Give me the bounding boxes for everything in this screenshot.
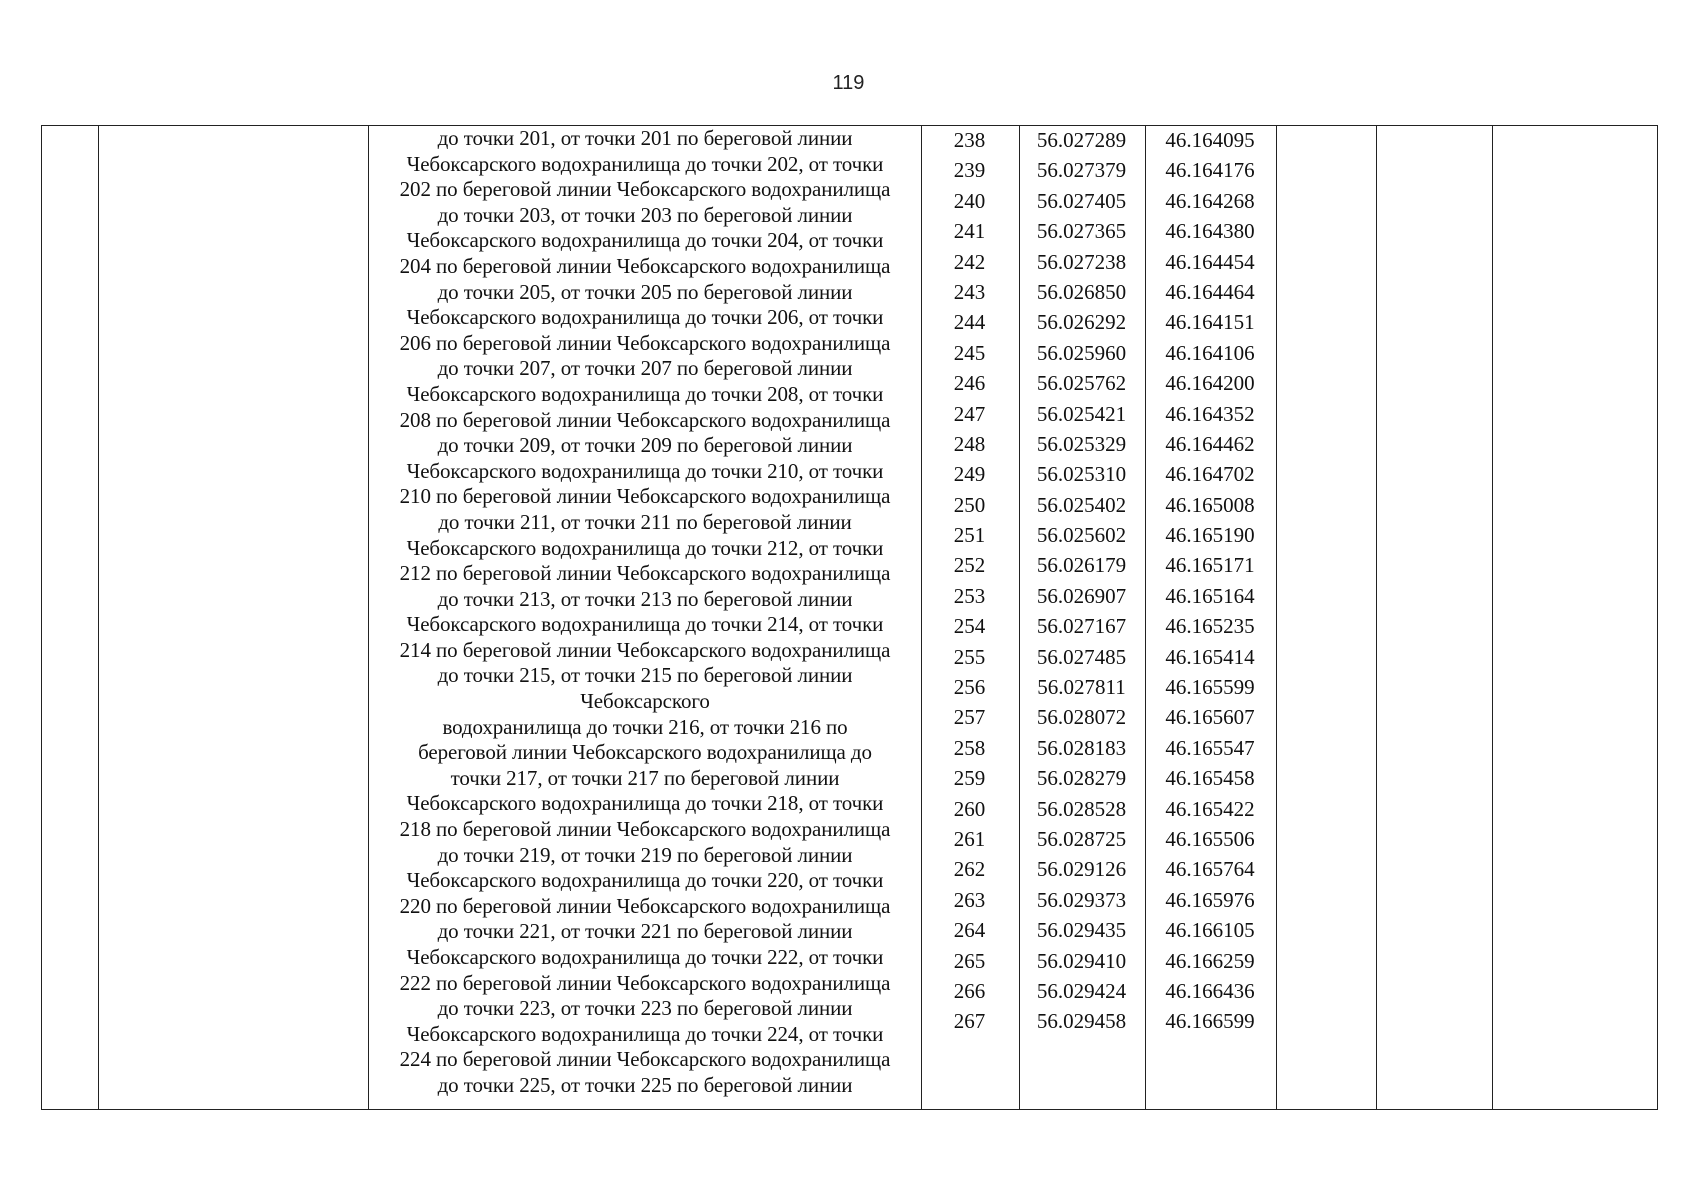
point-number-cell: 252 [953, 553, 986, 578]
latitude-cell: 56.029410 [1036, 948, 1127, 973]
latitude-cell: 56.029458 [1036, 1009, 1127, 1034]
longitude-cell: 46.165458 [1165, 766, 1255, 791]
longitude-cell: 46.165414 [1165, 644, 1255, 669]
latitude-cell: 56.025402 [1036, 492, 1127, 517]
latitude-cell: 56.027811 [1037, 675, 1126, 700]
latitude-cell: 56.026907 [1036, 583, 1127, 608]
column-divider [1376, 126, 1377, 1109]
point-number-cell: 248 [953, 431, 986, 456]
point-number-cell: 242 [953, 249, 986, 274]
description-line: Чебоксарского водохранилища до точки 210, от точки [406, 458, 884, 483]
longitude-cell: 46.164462 [1165, 431, 1255, 456]
longitude-cell: 46.166436 [1165, 978, 1255, 1003]
longitude-cell: 46.164454 [1165, 249, 1255, 274]
longitude-cell: 46.164151 [1165, 310, 1255, 335]
description-line: до точки 201, от точки 201 по береговой линии [437, 126, 853, 150]
point-number-cell: 241 [953, 219, 986, 244]
point-number-cell: 250 [953, 492, 986, 517]
description-line: 212 по береговой линии Чебоксарского водохранилища [399, 561, 891, 586]
description-line: до точки 209, от точки 209 по береговой линии [437, 433, 853, 458]
coordinates-table [41, 125, 1658, 1110]
latitude-cell: 56.027167 [1036, 614, 1127, 639]
latitude-cell: 56.027238 [1036, 249, 1127, 274]
longitude-cell: 46.165506 [1165, 826, 1255, 851]
longitude-cell: 46.164352 [1165, 401, 1255, 426]
point-number-cell: 266 [953, 978, 986, 1003]
longitude-cell: 46.164464 [1165, 279, 1255, 304]
longitude-cell: 46.165547 [1165, 735, 1255, 760]
longitude-cell: 46.165190 [1165, 523, 1255, 548]
longitude-cell: 46.165599 [1165, 675, 1255, 700]
column-divider [1492, 126, 1493, 1109]
longitude-cell: 46.164702 [1165, 462, 1255, 487]
latitude-cell: 56.025960 [1036, 340, 1127, 365]
description-line: до точки 225, от точки 225 по береговой линии [437, 1072, 853, 1097]
point-number-cell: 245 [953, 340, 986, 365]
description-line: 224 по береговой линии Чебоксарского водохранилища [399, 1047, 891, 1072]
longitude-cell: 46.164106 [1165, 340, 1255, 365]
description-line: водохранилища до точки 216, от точки 216 по [442, 714, 848, 739]
longitude-cell: 46.165171 [1165, 553, 1255, 578]
description-line: Чебоксарского водохранилища до точки 212, от точки [406, 535, 884, 560]
point-number-cell: 244 [953, 310, 986, 335]
description-line: Чебоксарского водохранилища до точки 208, от точки [406, 381, 884, 406]
longitude-cell: 46.166105 [1165, 918, 1255, 943]
longitude-cell: 46.165008 [1165, 492, 1255, 517]
description-line: Чебоксарского водохранилища до точки 220, от точки [406, 868, 884, 893]
latitude-cell: 56.025762 [1036, 371, 1127, 396]
latitude-cell: 56.025421 [1036, 401, 1127, 426]
boundary-description-cell [369, 126, 921, 1109]
point-number-cell: 260 [953, 796, 986, 821]
point-number-cell: 243 [953, 279, 986, 304]
latitude-cell: 56.026179 [1036, 553, 1127, 578]
description-line: до точки 223, от точки 223 по береговой линии [437, 996, 853, 1021]
latitude-cell: 56.028279 [1036, 766, 1127, 791]
description-line: Чебоксарского водохранилища до точки 206, от точки [406, 305, 884, 330]
longitude-cell: 46.164268 [1165, 188, 1255, 213]
point-number-cell: 255 [953, 644, 986, 669]
description-line: 214 по береговой линии Чебоксарского водохранилища [399, 637, 891, 662]
point-number-cell: 253 [953, 583, 986, 608]
description-line: 220 по береговой линии Чебоксарского водохранилища [399, 893, 891, 918]
description-line: 222 по береговой линии Чебоксарского водохранилища [399, 970, 891, 995]
description-line: Чебоксарского водохранилища до точки 204, от точки [406, 228, 884, 253]
point-number-cell: 257 [953, 705, 986, 730]
description-line: Чебоксарского [580, 689, 710, 714]
point-number-cell: 259 [953, 766, 986, 791]
point-number-cell: 267 [953, 1009, 986, 1034]
point-number-cell: 264 [953, 918, 986, 943]
point-number-cell: 254 [953, 614, 986, 639]
longitude-cell: 46.164176 [1165, 158, 1255, 183]
longitude-cell: 46.165764 [1165, 857, 1255, 882]
latitude-cell: 56.026850 [1036, 279, 1127, 304]
point-number-cell: 258 [953, 735, 986, 760]
longitude-cell: 46.165235 [1165, 614, 1255, 639]
description-line: 218 по береговой линии Чебоксарского водохранилища [399, 817, 891, 842]
description-line: до точки 203, от точки 203 по береговой линии [437, 202, 853, 227]
latitude-cell: 56.026292 [1036, 310, 1127, 335]
description-line: Чебоксарского водохранилища до точки 214, от точки [406, 612, 884, 637]
longitude-cell: 46.164200 [1165, 371, 1255, 396]
description-line: до точки 215, от точки 215 по береговой линии [437, 663, 853, 688]
description-line: Чебоксарского водохранилища до точки 218, от точки [406, 791, 884, 816]
point-number-cell: 265 [953, 948, 986, 973]
longitude-cell: 46.165164 [1165, 583, 1255, 608]
latitude-cell: 56.027365 [1036, 219, 1127, 244]
latitude-cell: 56.028183 [1036, 735, 1127, 760]
latitude-cell: 56.027405 [1036, 188, 1127, 213]
description-line: Чебоксарского водохранилища до точки 202, от точки [406, 151, 884, 176]
longitude-cell: 46.165607 [1165, 705, 1255, 730]
description-line: Чебоксарского водохранилища до точки 224, от точки [406, 1021, 884, 1046]
description-line: точки 217, от точки 217 по береговой линии [450, 765, 840, 790]
latitude-cell: 56.029435 [1036, 918, 1127, 943]
point-number-cell: 239 [953, 158, 986, 183]
latitude-cell: 56.028528 [1036, 796, 1127, 821]
description-line: 202 по береговой линии Чебоксарского водохранилища [399, 177, 891, 202]
longitude-cell: 46.166259 [1165, 948, 1255, 973]
description-line: береговой линии Чебоксарского водохранилища до [418, 740, 872, 765]
point-number-cell: 256 [953, 675, 986, 700]
longitude-cell: 46.165422 [1165, 796, 1255, 821]
point-number-cell: 246 [953, 371, 986, 396]
point-number-cell: 263 [953, 887, 986, 912]
latitude-cell: 56.025310 [1036, 462, 1127, 487]
description-line: до точки 205, от точки 205 по береговой линии [437, 279, 853, 304]
longitude-cell: 46.166599 [1165, 1009, 1255, 1034]
point-number-cell: 238 [953, 128, 986, 152]
description-line: 210 по береговой линии Чебоксарского водохранилища [399, 484, 891, 509]
column-divider [98, 126, 99, 1109]
longitude-cell: 46.165976 [1165, 887, 1255, 912]
description-line: до точки 221, от точки 221 по береговой линии [437, 919, 853, 944]
point-number-cell: 261 [953, 826, 986, 851]
description-line: до точки 213, от точки 213 по береговой линии [437, 586, 853, 611]
description-line: до точки 211, от точки 211 по береговой линии [438, 509, 852, 534]
latitude-cell: 56.027379 [1036, 158, 1127, 183]
point-number-cell: 247 [953, 401, 986, 426]
latitude-cell: 56.025329 [1036, 431, 1127, 456]
point-number-cell: 251 [953, 523, 986, 548]
point-number-cell: 249 [953, 462, 986, 487]
description-line: 204 по береговой линии Чебоксарского водохранилища [399, 253, 891, 278]
description-line: до точки 207, от точки 207 по береговой линии [437, 356, 853, 381]
page-number: 119 [832, 72, 865, 94]
description-line: Чебоксарского водохранилища до точки 222, от точки [406, 945, 884, 969]
description-line: до точки 219, от точки 219 по береговой линии [437, 842, 853, 867]
description-line: 208 по береговой линии Чебоксарского водохранилища [399, 407, 891, 432]
latitude-cell: 56.025602 [1036, 523, 1127, 548]
column-divider [1276, 126, 1277, 1109]
latitude-cell: 56.028072 [1036, 705, 1127, 730]
latitude-cell: 56.028725 [1036, 826, 1127, 851]
latitude-cell: 56.027485 [1036, 644, 1127, 669]
point-number-cell: 240 [953, 188, 986, 213]
latitude-cell: 56.027289 [1036, 128, 1127, 152]
latitude-cell: 56.029126 [1036, 857, 1127, 882]
latitude-cell: 56.029424 [1036, 978, 1127, 1003]
description-line: 206 по береговой линии Чебоксарского водохранилища [399, 330, 891, 355]
point-number-cell: 262 [953, 857, 986, 882]
latitude-cell: 56.029373 [1036, 887, 1127, 912]
longitude-cell: 46.164380 [1165, 219, 1255, 244]
longitude-cell: 46.164095 [1165, 128, 1255, 152]
